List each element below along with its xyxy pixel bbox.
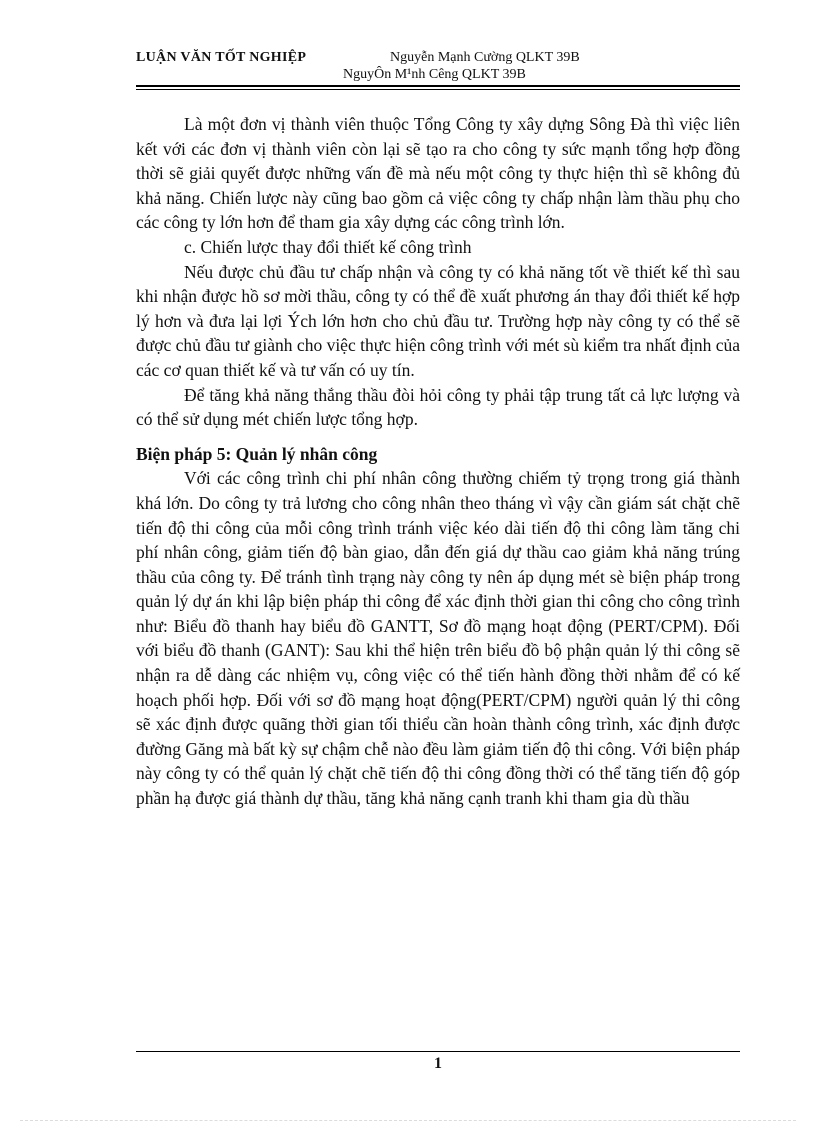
paragraph-labor-management: Với các công trình chi phí nhân công thường chiếm tỷ trọng trong giá thành khá lớn. Do công ty trả lương cho công nhân theo tháng vì vậy cần giám sát chặt chẽ tiến độ thi công của mỗi công trình tránh việc kéo dài tiến độ thi công làm tăng chi phí nhân công, giảm tiến độ bàn giao, dẫn đến giá dự thầu cao giảm khả năng trúng thầu của công ty. Để tránh tình trạng này công ty nên áp dụng mét sè biện pháp trong quản lý dự án khi lập biện pháp thi công để xác định thời gian thi công cho công trình như: Biểu đồ thanh hay biểu đồ GANTT, Sơ đồ mạng hoạt động (PERT/CPM). Đối với biểu đồ thanh (GANT): Sau khi thể hiện trên biểu đồ bộ phận quản lý thi công sẽ nhận ra dễ dàng các nhiệm vụ, công việc có thể tiến hành đồng thời nhằm để có kế hoạch phối hợp. Đối với sơ đồ mạng hoạt động(PERT/CPM) người quản lý thi công sẽ xác định được quãng thời gian tối thiểu cần hoàn thành công trình, xác định được đường Găng mà bất kỳ sự chậm chễ nào đều làm giảm tiến độ thi công. Với biện pháp này công ty có thể quản lý chặt chẽ tiến độ thi công đồng thời có thể tăng tiến độ góp phần hạ được giá thành dự thầu, tăng khả năng cạnh tranh khi tham gia dù thầu	[136, 468, 740, 809]
header-author-line-1: Nguyễn Mạnh Cường QLKT 39B	[390, 50, 580, 65]
header-thesis-title: LUẬN VĂN TỐT NGHIỆP	[136, 50, 307, 65]
paragraph-combined-strategy: Để tăng khả năng thắng thầu đòi hỏi công ty phải tập trung tất cả lực lượng và có thể sử dụng mét chiến lược tổng hợp.	[136, 384, 740, 430]
document-body	[136, 112, 740, 811]
paragraph-design-change: Nếu được chủ đầu tư chấp nhận và công ty có khả năng tốt về thiết kế thì sau khi nhận được hồ sơ mời thầu, công ty có thể đề xuất phương án thay đổi thiết kế hợp lý hơn và đưa lại lợi Ých lớn hơn cho chủ đầu tư. Trường hợp này công ty có thể sẽ được chủ đầu tư giành cho việc thực hiện công trình với mét sù kiểm tra nhất định của các cơ quan thiết kế và tư vấn có uy tín.	[136, 261, 740, 380]
section-heading-labor-management: Biện pháp 5: Quản lý nhân công	[136, 443, 378, 464]
header-divider-thin	[136, 89, 740, 90]
header-divider-thick	[136, 85, 740, 87]
page-number: 1	[434, 1055, 442, 1072]
paragraph-alliance-strategy: Là một đơn vị thành viên thuộc Tổng Công ty xây dựng Sông Đà thì việc liên kết với các đơn vị thành viên còn lại sẽ tạo ra cho công ty sức mạnh tổng hợp đồng thời sẽ giải quyết được những vấn đề mà nếu một công ty thực hiện thì sẽ không đủ khả năng. Chiến lược này cũng bao gồm cả việc công ty chấp nhận làm thầu phụ cho các công ty lớn hơn để tham gia xây dựng các công trình lớn.	[136, 114, 740, 233]
page-bottom-edge	[20, 1120, 796, 1121]
footer-divider	[136, 1051, 740, 1052]
subheading-design-change-strategy: c. Chiến lược thay đổi thiết kế công trình	[184, 236, 472, 257]
header-author-line-2: NguyÔn M¹nh Cêng QLKT 39B	[343, 67, 526, 82]
